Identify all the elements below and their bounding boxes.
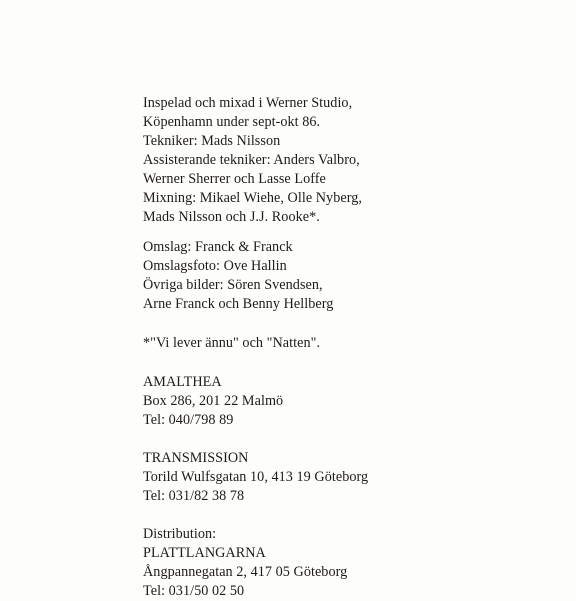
company-name: TRANSMISSION: [143, 450, 249, 466]
footnote-text: *"Vi lever ännu" och "Natten".: [143, 335, 321, 351]
credits-line: Assisterande tekniker: Anders Valbro,: [143, 152, 360, 168]
cover-line: Arne Franck och Benny Hellberg: [143, 296, 334, 312]
cover-line: Övriga bilder: Sören Svendsen,: [143, 277, 323, 293]
credits-line: Köpenhamn under sept-okt 86.: [143, 114, 321, 130]
company-name: AMALTHEA: [143, 374, 222, 390]
company-address: Ångpannegatan 2, 417 05 Göteborg: [143, 564, 348, 580]
credits-text-column: [143, 94, 563, 601]
cover-line: Omslag: Franck & Franck: [143, 239, 293, 255]
amalthea-contact: [143, 373, 563, 430]
credits-line: Inspelad och mixad i Werner Studio,: [143, 95, 353, 111]
company-address: Box 286, 201 22 Malmö: [143, 393, 284, 409]
cover-line: Omslagsfoto: Ove Hallin: [143, 258, 287, 274]
company-address: Torild Wulfsgatan 10, 413 19 Göteborg: [143, 469, 369, 485]
credits-line: Werner Sherrer och Lasse Loffe: [143, 171, 326, 187]
company-phone: Tel: 031/82 38 78: [143, 488, 245, 504]
credits-line: Mixning: Mikael Wiehe, Olle Nyberg,: [143, 190, 362, 206]
credits-line: Mads Nilsson och J.J. Rooke*.: [143, 209, 320, 225]
distribution-label: Distribution:: [143, 526, 217, 542]
company-phone: Tel: 040/798 89: [143, 412, 234, 428]
spacer: [143, 314, 563, 334]
footnote: [143, 334, 563, 353]
company-phone: Tel: 031/50 02 50: [143, 583, 245, 599]
recording-credits: [143, 94, 563, 227]
spacer: [143, 353, 563, 373]
transmission-contact: [143, 449, 563, 506]
spacer: [143, 506, 563, 525]
cover-credits: [143, 238, 563, 314]
spacer: [143, 430, 563, 449]
company-name: PLATTLANGARNA: [143, 545, 266, 561]
distribution-contact: [143, 525, 563, 601]
spacer: [143, 227, 563, 238]
credits-line: Tekniker: Mads Nilsson: [143, 133, 281, 149]
